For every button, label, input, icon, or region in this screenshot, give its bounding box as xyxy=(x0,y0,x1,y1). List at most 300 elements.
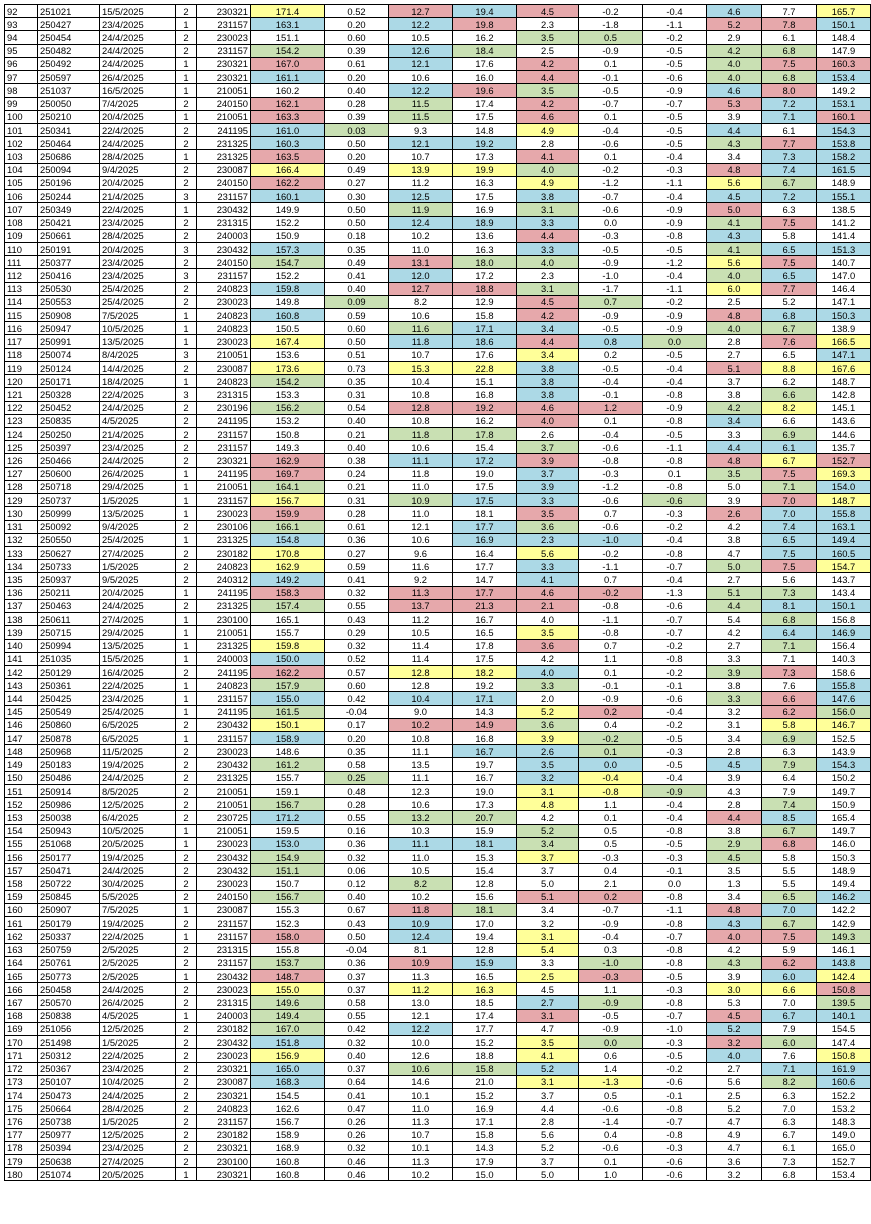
cell-value-d: 16.3 xyxy=(453,983,517,996)
cell-value-e: 4.1 xyxy=(517,573,579,586)
cell-value-c: 11.1 xyxy=(389,771,453,784)
cell-row-number: 125 xyxy=(5,441,38,454)
cell-value-a: 149.6 xyxy=(251,996,325,1009)
cell-sample-id: 250627 xyxy=(38,546,100,559)
cell-code: 231325 xyxy=(197,533,251,546)
cell-value-g: -0.3 xyxy=(643,851,707,864)
table-row xyxy=(5,917,871,930)
cell-value-b: 0.37 xyxy=(325,983,389,996)
cell-value-d: 17.3 xyxy=(453,798,517,811)
cell-group: 2 xyxy=(176,97,197,110)
cell-sample-id: 251035 xyxy=(38,652,100,665)
cell-code: 241195 xyxy=(197,586,251,599)
cell-date: 11/5/2025 xyxy=(100,745,176,758)
cell-value-e: 3.4 xyxy=(517,837,579,850)
cell-sample-id: 250914 xyxy=(38,784,100,797)
cell-value-c: 10.6 xyxy=(389,1062,453,1075)
cell-value-j: 138.9 xyxy=(817,322,871,335)
cell-value-g: -0.1 xyxy=(643,1088,707,1101)
cell-value-e: 3.8 xyxy=(517,361,579,374)
cell-value-a: 156.7 xyxy=(251,798,325,811)
cell-group: 2 xyxy=(176,996,197,1009)
cell-group: 2 xyxy=(176,216,197,229)
cell-date: 7/5/2025 xyxy=(100,309,176,322)
cell-sample-id: 250759 xyxy=(38,943,100,956)
cell-value-e: 4.4 xyxy=(517,1102,579,1115)
cell-value-g: -0.4 xyxy=(643,798,707,811)
cell-code: 230432 xyxy=(197,718,251,731)
table-row xyxy=(5,361,871,374)
cell-group: 1 xyxy=(176,930,197,943)
cell-value-a: 158.9 xyxy=(251,1128,325,1141)
cell-value-g: 0.0 xyxy=(643,335,707,348)
cell-value-h: 3.9 xyxy=(707,110,762,123)
cell-value-b: 0.50 xyxy=(325,930,389,943)
cell-value-i: 6.7 xyxy=(762,454,817,467)
cell-value-i: 7.3 xyxy=(762,665,817,678)
cell-value-c: 10.6 xyxy=(389,533,453,546)
cell-value-i: 7.9 xyxy=(762,1022,817,1035)
cell-value-j: 146.2 xyxy=(817,890,871,903)
cell-value-d: 15.6 xyxy=(453,890,517,903)
cell-value-c: 10.2 xyxy=(389,1168,453,1181)
cell-value-b: 0.20 xyxy=(325,150,389,163)
cell-value-g: -0.8 xyxy=(643,414,707,427)
cell-value-d: 18.1 xyxy=(453,837,517,850)
cell-row-number: 107 xyxy=(5,203,38,216)
cell-value-e: 5.6 xyxy=(517,546,579,559)
table-row xyxy=(5,1102,871,1115)
cell-row-number: 133 xyxy=(5,546,38,559)
cell-row-number: 127 xyxy=(5,467,38,480)
cell-value-a: 153.6 xyxy=(251,348,325,361)
table-row xyxy=(5,348,871,361)
cell-group: 2 xyxy=(176,123,197,136)
cell-sample-id: 250686 xyxy=(38,150,100,163)
cell-date: 27/4/2025 xyxy=(100,546,176,559)
cell-value-a: 160.1 xyxy=(251,190,325,203)
cell-value-d: 18.0 xyxy=(453,256,517,269)
cell-row-number: 104 xyxy=(5,163,38,176)
cell-value-b: 0.24 xyxy=(325,467,389,480)
cell-value-i: 6.8 xyxy=(762,837,817,850)
cell-value-c: 10.9 xyxy=(389,917,453,930)
cell-value-d: 16.2 xyxy=(453,31,517,44)
cell-group: 2 xyxy=(176,44,197,57)
cell-group: 2 xyxy=(176,414,197,427)
cell-sample-id: 250473 xyxy=(38,1088,100,1101)
cell-value-b: 0.40 xyxy=(325,414,389,427)
cell-row-number: 161 xyxy=(5,917,38,930)
cell-value-f: -0.3 xyxy=(579,467,643,480)
cell-row-number: 147 xyxy=(5,732,38,745)
cell-value-b: 0.28 xyxy=(325,798,389,811)
cell-row-number: 163 xyxy=(5,943,38,956)
cell-value-a: 149.9 xyxy=(251,203,325,216)
cell-value-b: 0.49 xyxy=(325,256,389,269)
cell-value-b: 0.32 xyxy=(325,1036,389,1049)
cell-date: 24/4/2025 xyxy=(100,401,176,414)
cell-value-f: -0.9 xyxy=(579,309,643,322)
cell-value-h: 2.5 xyxy=(707,1088,762,1101)
cell-value-h: 5.3 xyxy=(707,996,762,1009)
cell-value-b: 0.35 xyxy=(325,242,389,255)
cell-date: 12/5/2025 xyxy=(100,1128,176,1141)
cell-value-h: 2.7 xyxy=(707,639,762,652)
cell-value-a: 148.7 xyxy=(251,969,325,982)
cell-value-e: 3.1 xyxy=(517,282,579,295)
cell-value-e: 3.7 xyxy=(517,864,579,877)
cell-date: 1/5/2025 xyxy=(100,1115,176,1128)
table-row xyxy=(5,969,871,982)
cell-date: 15/5/2025 xyxy=(100,652,176,665)
cell-code: 230087 xyxy=(197,361,251,374)
cell-row-number: 142 xyxy=(5,665,38,678)
cell-value-h: 5.1 xyxy=(707,586,762,599)
table-row xyxy=(5,1049,871,1062)
table-row xyxy=(5,269,871,282)
cell-sample-id: 250427 xyxy=(38,18,100,31)
cell-code: 230321 xyxy=(197,454,251,467)
cell-value-e: 3.8 xyxy=(517,375,579,388)
cell-value-f: 0.1 xyxy=(579,665,643,678)
cell-date: 21/4/2025 xyxy=(100,428,176,441)
table-row xyxy=(5,890,871,903)
cell-date: 8/4/2025 xyxy=(100,348,176,361)
cell-row-number: 170 xyxy=(5,1036,38,1049)
cell-value-i: 7.1 xyxy=(762,480,817,493)
cell-value-g: -0.9 xyxy=(643,216,707,229)
cell-value-b: 0.41 xyxy=(325,1088,389,1101)
cell-value-i: 6.3 xyxy=(762,745,817,758)
cell-value-j: 144.6 xyxy=(817,428,871,441)
cell-value-c: 8.1 xyxy=(389,943,453,956)
cell-group: 1 xyxy=(176,467,197,480)
cell-value-c: 10.5 xyxy=(389,31,453,44)
cell-value-e: 3.1 xyxy=(517,203,579,216)
cell-value-b: 0.50 xyxy=(325,203,389,216)
cell-value-g: -0.5 xyxy=(643,44,707,57)
cell-group: 2 xyxy=(176,1049,197,1062)
cell-group: 2 xyxy=(176,1115,197,1128)
cell-value-d: 14.3 xyxy=(453,705,517,718)
cell-value-a: 149.8 xyxy=(251,295,325,308)
cell-value-e: 2.1 xyxy=(517,599,579,612)
cell-value-f: -1.0 xyxy=(579,269,643,282)
cell-value-d: 17.5 xyxy=(453,480,517,493)
table-row xyxy=(5,771,871,784)
cell-value-j: 142.4 xyxy=(817,969,871,982)
cell-value-a: 156.7 xyxy=(251,890,325,903)
cell-date: 27/4/2025 xyxy=(100,613,176,626)
cell-value-g: -0.6 xyxy=(643,692,707,705)
cell-value-j: 161.5 xyxy=(817,163,871,176)
cell-value-c: 11.0 xyxy=(389,1102,453,1115)
cell-value-e: 3.3 xyxy=(517,560,579,573)
cell-value-g: -0.7 xyxy=(643,930,707,943)
cell-value-e: 3.8 xyxy=(517,388,579,401)
cell-date: 1/5/2025 xyxy=(100,494,176,507)
cell-value-d: 16.9 xyxy=(453,203,517,216)
cell-value-g: -0.3 xyxy=(643,983,707,996)
cell-row-number: 122 xyxy=(5,401,38,414)
cell-value-h: 4.2 xyxy=(707,44,762,57)
cell-value-j: 140.7 xyxy=(817,256,871,269)
cell-value-h: 4.8 xyxy=(707,309,762,322)
cell-value-c: 11.0 xyxy=(389,242,453,255)
cell-value-d: 15.9 xyxy=(453,824,517,837)
cell-code: 231157 xyxy=(197,428,251,441)
cell-value-b: 0.03 xyxy=(325,123,389,136)
cell-value-c: 10.6 xyxy=(389,309,453,322)
cell-value-e: 2.5 xyxy=(517,969,579,982)
cell-value-a: 160.8 xyxy=(251,1155,325,1168)
cell-value-b: 0.60 xyxy=(325,679,389,692)
cell-value-c: 11.1 xyxy=(389,454,453,467)
cell-value-j: 141.4 xyxy=(817,229,871,242)
table-row xyxy=(5,5,871,18)
cell-value-b: 0.21 xyxy=(325,428,389,441)
cell-value-j: 143.8 xyxy=(817,956,871,969)
cell-code: 231157 xyxy=(197,956,251,969)
cell-value-j: 154.0 xyxy=(817,480,871,493)
cell-row-number: 140 xyxy=(5,639,38,652)
cell-date: 10/5/2025 xyxy=(100,322,176,335)
table-row xyxy=(5,1115,871,1128)
cell-value-b: 0.42 xyxy=(325,692,389,705)
cell-value-e: 2.5 xyxy=(517,44,579,57)
table-row xyxy=(5,626,871,639)
cell-value-b: 0.58 xyxy=(325,996,389,1009)
cell-value-f: -0.8 xyxy=(579,454,643,467)
cell-sample-id: 250191 xyxy=(38,242,100,255)
cell-value-a: 165.1 xyxy=(251,613,325,626)
cell-value-e: 3.9 xyxy=(517,454,579,467)
cell-code: 241195 xyxy=(197,467,251,480)
cell-value-g: -0.2 xyxy=(643,718,707,731)
cell-value-d: 19.2 xyxy=(453,401,517,414)
cell-value-g: -0.3 xyxy=(643,1141,707,1154)
cell-value-c: 12.3 xyxy=(389,784,453,797)
cell-value-h: 4.7 xyxy=(707,546,762,559)
cell-value-j: 150.8 xyxy=(817,983,871,996)
cell-value-c: 12.6 xyxy=(389,44,453,57)
table-row xyxy=(5,1036,871,1049)
cell-date: 23/4/2025 xyxy=(100,1141,176,1154)
cell-value-d: 21.0 xyxy=(453,1075,517,1088)
cell-value-h: 3.7 xyxy=(707,375,762,388)
cell-value-g: -0.8 xyxy=(643,652,707,665)
cell-value-g: -0.3 xyxy=(643,1036,707,1049)
cell-value-d: 18.1 xyxy=(453,903,517,916)
cell-value-e: 4.0 xyxy=(517,414,579,427)
cell-value-b: -0.04 xyxy=(325,705,389,718)
cell-row-number: 121 xyxy=(5,388,38,401)
cell-value-h: 3.8 xyxy=(707,824,762,837)
cell-group: 2 xyxy=(176,771,197,784)
cell-group: 1 xyxy=(176,150,197,163)
cell-value-g: -0.4 xyxy=(643,150,707,163)
cell-row-number: 110 xyxy=(5,242,38,255)
cell-value-d: 15.2 xyxy=(453,1088,517,1101)
cell-value-b: 0.30 xyxy=(325,190,389,203)
cell-code: 231325 xyxy=(197,639,251,652)
cell-sample-id: 250471 xyxy=(38,864,100,877)
cell-value-g: -1.1 xyxy=(643,176,707,189)
cell-row-number: 111 xyxy=(5,256,38,269)
cell-value-i: 7.4 xyxy=(762,520,817,533)
cell-value-a: 167.0 xyxy=(251,57,325,70)
cell-value-a: 160.2 xyxy=(251,84,325,97)
cell-value-c: 12.4 xyxy=(389,216,453,229)
cell-value-a: 161.2 xyxy=(251,758,325,771)
cell-value-g: -0.5 xyxy=(643,348,707,361)
cell-value-a: 161.5 xyxy=(251,705,325,718)
cell-value-c: 11.0 xyxy=(389,851,453,864)
cell-value-c: 12.7 xyxy=(389,5,453,18)
cell-value-h: 4.0 xyxy=(707,322,762,335)
cell-value-g: -0.6 xyxy=(643,599,707,612)
cell-value-h: 2.8 xyxy=(707,798,762,811)
cell-value-a: 171.2 xyxy=(251,811,325,824)
table-row xyxy=(5,216,871,229)
cell-value-e: 3.4 xyxy=(517,903,579,916)
cell-sample-id: 250328 xyxy=(38,388,100,401)
cell-value-h: 2.7 xyxy=(707,1062,762,1075)
cell-code: 231157 xyxy=(197,44,251,57)
cell-value-f: 0.5 xyxy=(579,824,643,837)
table-row xyxy=(5,956,871,969)
cell-value-d: 15.9 xyxy=(453,956,517,969)
cell-sample-id: 250878 xyxy=(38,732,100,745)
cell-value-d: 19.2 xyxy=(453,137,517,150)
cell-sample-id: 250737 xyxy=(38,494,100,507)
cell-value-a: 152.3 xyxy=(251,917,325,930)
cell-row-number: 100 xyxy=(5,110,38,123)
cell-group: 1 xyxy=(176,639,197,652)
cell-value-h: 4.3 xyxy=(707,137,762,150)
cell-sample-id: 250452 xyxy=(38,401,100,414)
cell-value-g: -0.2 xyxy=(643,665,707,678)
cell-date: 24/4/2025 xyxy=(100,454,176,467)
cell-value-f: 0.2 xyxy=(579,348,643,361)
cell-sample-id: 250074 xyxy=(38,348,100,361)
cell-value-g: 0.0 xyxy=(643,877,707,890)
cell-date: 28/4/2025 xyxy=(100,229,176,242)
cell-value-f: 0.0 xyxy=(579,216,643,229)
cell-value-a: 151.8 xyxy=(251,1036,325,1049)
cell-value-f: -0.9 xyxy=(579,996,643,1009)
cell-value-g: -0.9 xyxy=(643,784,707,797)
cell-date: 21/4/2025 xyxy=(100,190,176,203)
cell-value-g: -0.9 xyxy=(643,84,707,97)
cell-value-h: 3.0 xyxy=(707,983,762,996)
cell-value-b: 0.61 xyxy=(325,520,389,533)
cell-group: 1 xyxy=(176,824,197,837)
cell-value-f: -0.6 xyxy=(579,494,643,507)
cell-group: 1 xyxy=(176,507,197,520)
cell-value-h: 3.6 xyxy=(707,1155,762,1168)
cell-value-d: 12.8 xyxy=(453,943,517,956)
cell-row-number: 151 xyxy=(5,784,38,797)
cell-value-b: 0.28 xyxy=(325,97,389,110)
cell-value-b: 0.41 xyxy=(325,573,389,586)
cell-value-e: 2.3 xyxy=(517,533,579,546)
cell-value-h: 4.5 xyxy=(707,758,762,771)
cell-value-i: 7.0 xyxy=(762,494,817,507)
cell-code: 230725 xyxy=(197,811,251,824)
cell-group: 2 xyxy=(176,546,197,559)
cell-value-g: -0.9 xyxy=(643,203,707,216)
cell-sample-id: 250907 xyxy=(38,903,100,916)
cell-value-i: 6.9 xyxy=(762,732,817,745)
cell-group: 1 xyxy=(176,613,197,626)
cell-value-f: -0.8 xyxy=(579,599,643,612)
cell-code: 231157 xyxy=(197,190,251,203)
cell-row-number: 155 xyxy=(5,837,38,850)
cell-code: 240823 xyxy=(197,322,251,335)
cell-group: 2 xyxy=(176,956,197,969)
cell-row-number: 124 xyxy=(5,428,38,441)
cell-value-b: 0.60 xyxy=(325,322,389,335)
cell-row-number: 144 xyxy=(5,692,38,705)
cell-value-e: 3.8 xyxy=(517,190,579,203)
cell-code: 240150 xyxy=(197,97,251,110)
cell-value-d: 16.7 xyxy=(453,745,517,758)
cell-value-f: -0.1 xyxy=(579,388,643,401)
cell-date: 29/4/2025 xyxy=(100,626,176,639)
cell-value-h: 2.9 xyxy=(707,31,762,44)
cell-sample-id: 250733 xyxy=(38,560,100,573)
cell-group: 1 xyxy=(176,203,197,216)
cell-value-j: 155.8 xyxy=(817,507,871,520)
cell-date: 15/5/2025 xyxy=(100,5,176,18)
table-row xyxy=(5,229,871,242)
cell-code: 230087 xyxy=(197,903,251,916)
cell-sample-id: 250244 xyxy=(38,190,100,203)
cell-value-g: -0.6 xyxy=(643,1075,707,1088)
cell-value-h: 4.4 xyxy=(707,123,762,136)
cell-value-a: 158.9 xyxy=(251,732,325,745)
cell-value-c: 11.1 xyxy=(389,837,453,850)
cell-value-e: 3.1 xyxy=(517,784,579,797)
cell-row-number: 99 xyxy=(5,97,38,110)
cell-value-f: -0.5 xyxy=(579,361,643,374)
cell-value-f: -0.7 xyxy=(579,97,643,110)
cell-value-d: 17.7 xyxy=(453,586,517,599)
cell-group: 3 xyxy=(176,269,197,282)
cell-sample-id: 250394 xyxy=(38,1141,100,1154)
cell-group: 2 xyxy=(176,573,197,586)
cell-value-j: 154.5 xyxy=(817,1022,871,1035)
cell-value-b: 0.40 xyxy=(325,890,389,903)
cell-value-f: -0.2 xyxy=(579,586,643,599)
cell-value-e: 5.2 xyxy=(517,1141,579,1154)
cell-value-f: -0.4 xyxy=(579,930,643,943)
cell-value-d: 16.3 xyxy=(453,242,517,255)
cell-date: 13/5/2025 xyxy=(100,639,176,652)
cell-value-f: 0.0 xyxy=(579,1036,643,1049)
cell-value-e: 5.0 xyxy=(517,877,579,890)
cell-value-d: 18.6 xyxy=(453,335,517,348)
cell-row-number: 158 xyxy=(5,877,38,890)
data-table xyxy=(4,4,871,1181)
cell-value-h: 3.9 xyxy=(707,969,762,982)
cell-value-b: 0.27 xyxy=(325,176,389,189)
cell-value-i: 7.3 xyxy=(762,1155,817,1168)
cell-group: 1 xyxy=(176,110,197,123)
cell-value-a: 157.3 xyxy=(251,242,325,255)
